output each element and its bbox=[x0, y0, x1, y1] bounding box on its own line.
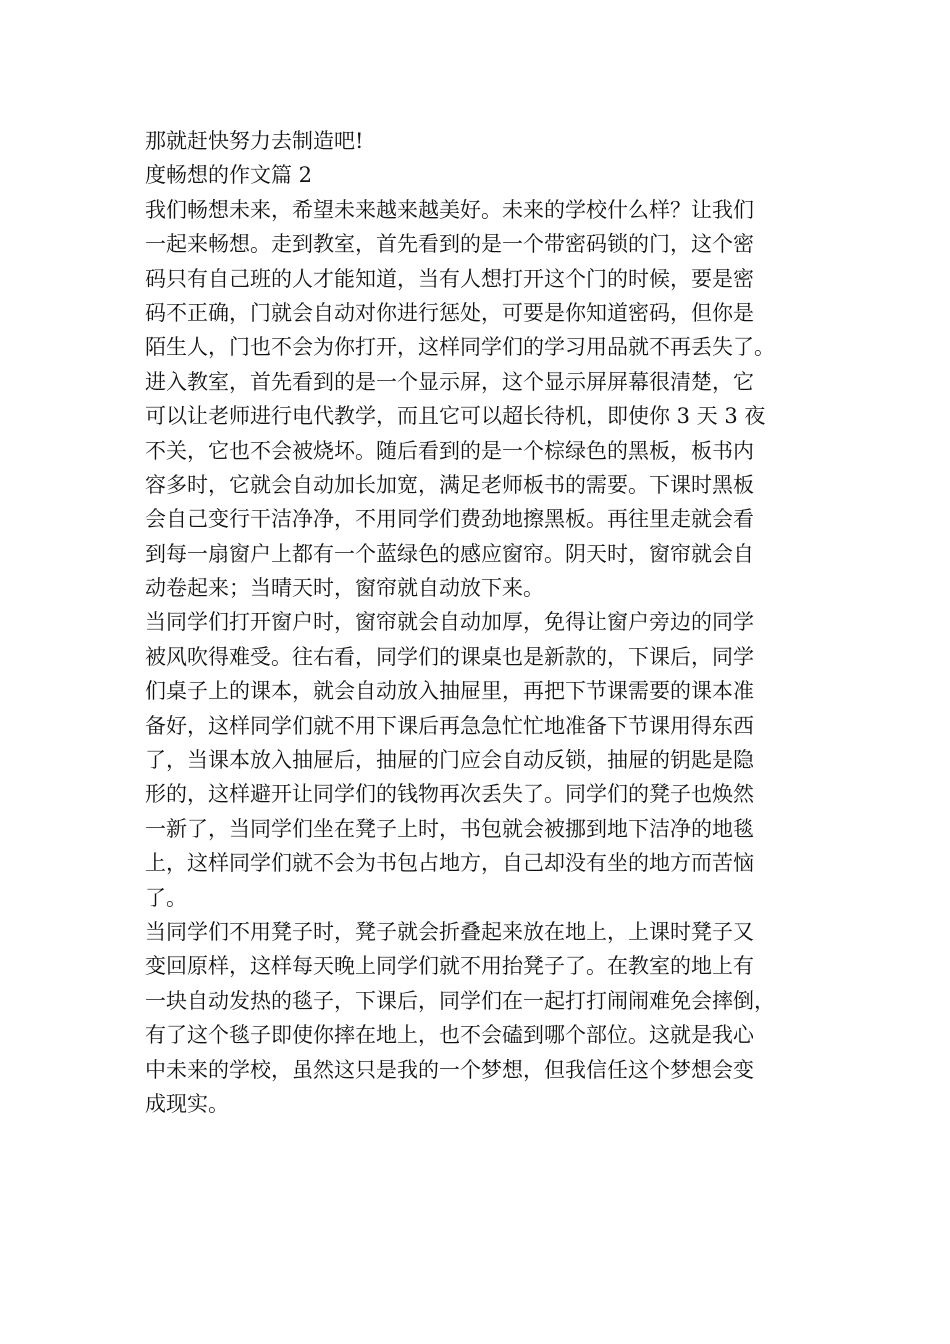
text-line: 码只有自己班的人才能知道，当有人想打开这个门的时候，要是密 bbox=[145, 266, 754, 291]
text-line: 进入教室，首先看到的是一个显示屏，这个显示屏屏幕很清楚，它 bbox=[145, 369, 754, 394]
text-line: 上，这样同学们就不会为书包占地方，自己却没有坐的地方而苦恼 bbox=[145, 851, 754, 876]
text-line: 一起来畅想。走到教室，首先看到的是一个带密码锁的门，这个密 bbox=[145, 232, 754, 257]
text-line: 被风吹得难受。往右看，同学们的课桌也是新款的，下课后，同学 bbox=[145, 644, 754, 669]
text-line: 陌生人，门也不会为你打开，这样同学们的学习用品就不再丢失了。 bbox=[145, 335, 775, 360]
text-line: 中未来的学校，虽然这只是我的一个梦想，但我信任这个梦想会变 bbox=[145, 1057, 754, 1082]
text-line: 变回原样，这样每天晚上同学们就不用抬凳子了。在教室的地上有 bbox=[145, 954, 754, 979]
text-line: 当同学们不用凳子时，凳子就会折叠起来放在地上，上课时凳子又 bbox=[145, 919, 754, 944]
text-line: 容多时，它就会自动加长加宽，满足老师板书的需要。下课时黑板 bbox=[145, 472, 754, 497]
text-line: 会自己变行干洁净净，不用同学们费劲地擦黑板。再往里走就会看 bbox=[145, 507, 754, 532]
text-line: 了。 bbox=[145, 885, 187, 910]
section-heading: 度畅想的作文篇 2 bbox=[145, 163, 313, 188]
text-line: 了，当课本放入抽屉后，抽屉的门应会自动反锁，抽屉的钥匙是隐 bbox=[145, 748, 754, 773]
text-line: 形的，这样避开让同学们的钱物再次丢失了。同学们的凳子也焕然 bbox=[145, 782, 754, 807]
text-line: 到每一扇窗户上都有一个蓝绿色的感应窗帘。阴天时，窗帘就会自 bbox=[145, 541, 754, 566]
text-line: 一新了，当同学们坐在凳子上时，书包就会被挪到地下洁净的地毯 bbox=[145, 816, 754, 841]
body-text bbox=[145, 124, 815, 1121]
text-line: 们桌子上的课本，就会自动放入抽屉里，再把下节课需要的课本准 bbox=[145, 679, 754, 704]
text-line: 我们畅想未来，希望未来越来越美好。未来的学校什么样？让我们 bbox=[145, 197, 754, 222]
text-line: 有了这个毯子即使你摔在地上，也不会磕到哪个部位。这就是我心 bbox=[145, 1023, 754, 1048]
text-line: 备好，这样同学们就不用下课后再急急忙忙地准备下节课用得东西 bbox=[145, 713, 754, 738]
text-line: 动卷起来；当晴天时，窗帘就自动放下来。 bbox=[145, 576, 544, 601]
text-line: 那就赶快努力去制造吧! bbox=[145, 129, 364, 153]
text-line: 不关，它也不会被烧坏。随后看到的是一个棕绿色的黑板，板书内 bbox=[145, 438, 754, 463]
text-line: 当同学们打开窗户时，窗帘就会自动加厚，免得让窗户旁边的同学 bbox=[145, 610, 754, 635]
text-line: 一块自动发热的毯子，下课后，同学们在一起打打闹闹难免会摔倒， bbox=[145, 988, 775, 1013]
text-line: 可以让老师进行电代教学，而且它可以超长待机，即使你 3 天 3 夜 bbox=[145, 404, 766, 429]
text-line: 成现实。 bbox=[145, 1091, 229, 1116]
text-line: 码不正确，门就会自动对你进行惩处，可要是你知道密码，但你是 bbox=[145, 300, 754, 325]
